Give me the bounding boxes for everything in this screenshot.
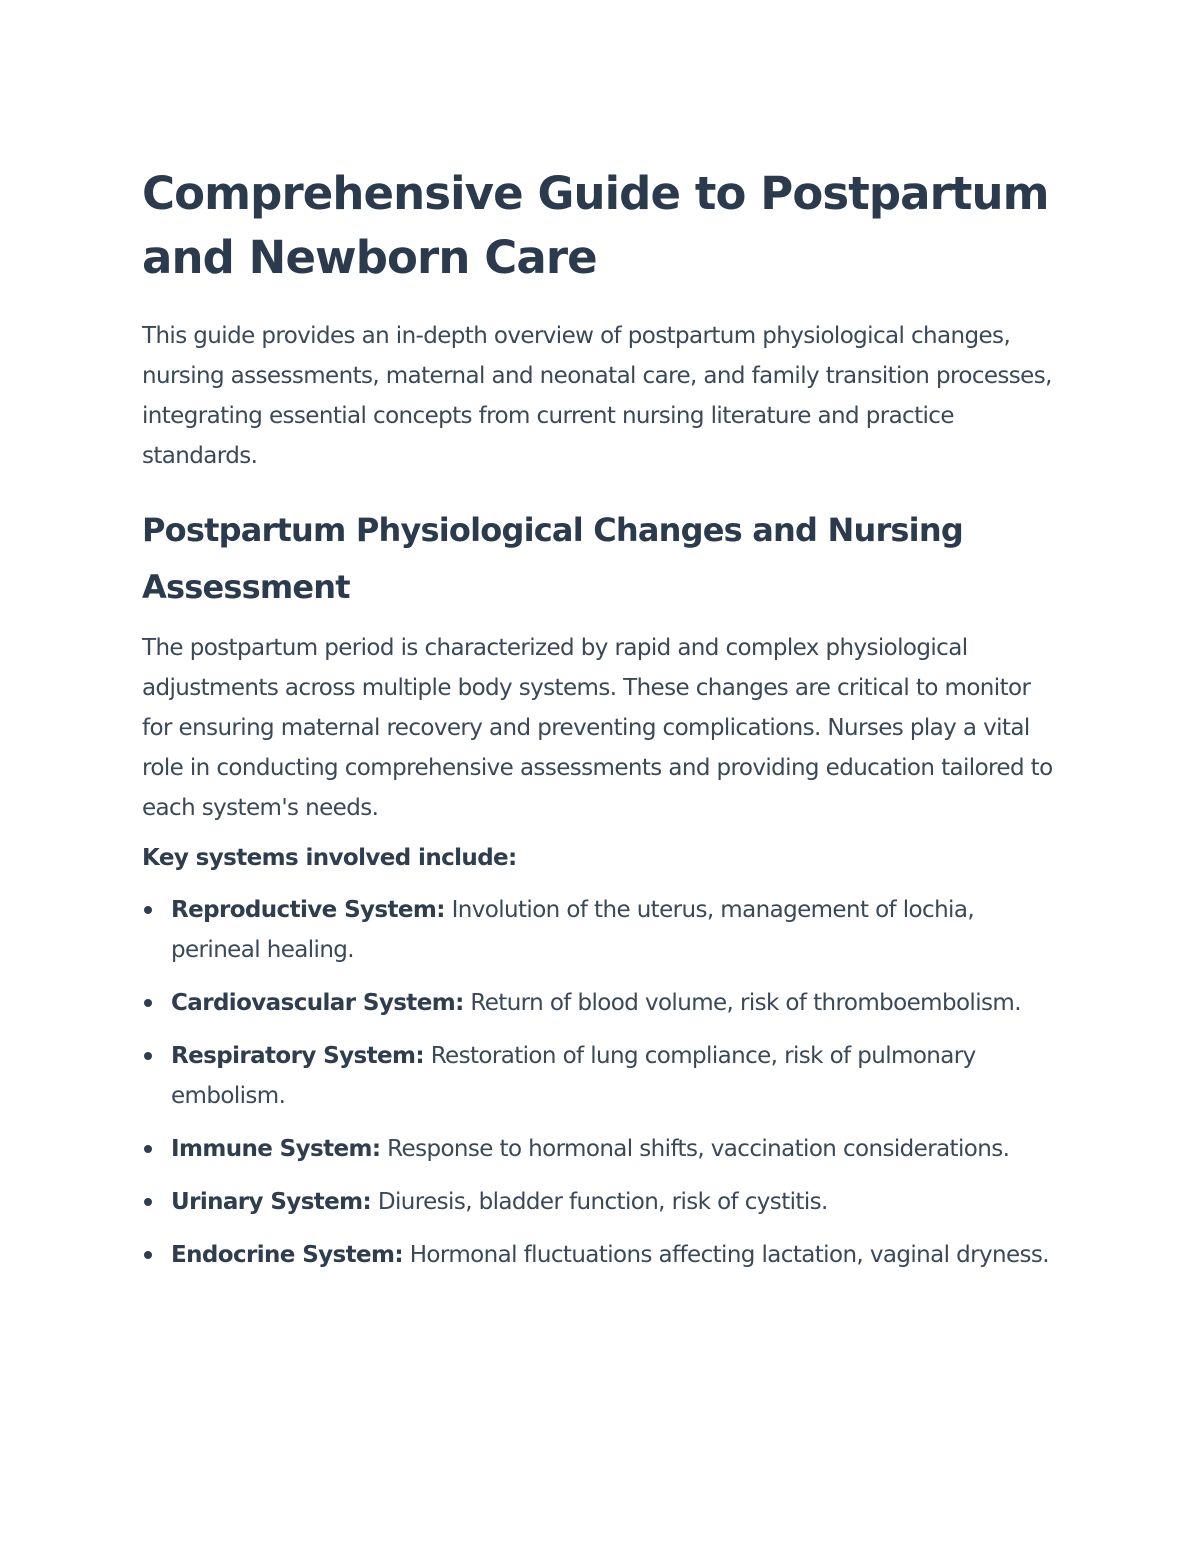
bullet-icon — [144, 1198, 152, 1206]
bullet-icon — [144, 1052, 152, 1060]
bullet-icon — [144, 1251, 152, 1259]
bullet-icon — [144, 1145, 152, 1153]
list-item-respiratory — [142, 1036, 1057, 1116]
system-description: Diuresis, bladder function, risk of cystitis. — [377, 1189, 828, 1215]
list-item-urinary — [142, 1182, 1057, 1222]
system-description: Return of blood volume, risk of thromboembolism. — [470, 990, 1021, 1016]
list-item-immune — [142, 1129, 1057, 1169]
section-paragraph: The postpartum period is characterized by rapid and complex physiological adjustments across multiple body systems. These changes are critical to monitor for ensuring maternal recovery and preventing complications. Nurses play a vital role in conducting comprehensive assessments and providing education tailored to each system's needs. — [142, 635, 1053, 821]
document-page — [142, 162, 1057, 1288]
list-item-cardiovascular — [142, 983, 1057, 1023]
system-name: Urinary System: — [171, 1189, 372, 1215]
system-description: Involution of the uterus, management of lochia, perineal healing. — [171, 897, 975, 963]
system-name: Endocrine System: — [171, 1242, 403, 1268]
intro-paragraph: This guide provides an in-depth overview of postpartum physiological changes, nursing assessments, maternal and neonatal care, and family transition processes, integrating essential concepts from current nursing literature and practice standards. — [142, 323, 1052, 469]
system-name: Cardiovascular System: — [171, 990, 464, 1016]
system-description: Response to hormonal shifts, vaccination considerations. — [387, 1136, 1010, 1162]
key-systems-label: Key systems involved include: — [142, 845, 517, 871]
list-item-endocrine — [142, 1235, 1057, 1275]
bullet-icon — [144, 906, 152, 914]
list-item-reproductive — [142, 890, 1057, 970]
system-description: Restoration of lung compliance, risk of pulmonary embolism. — [171, 1043, 976, 1109]
system-name: Respiratory System: — [171, 1043, 424, 1069]
system-name: Immune System: — [171, 1136, 381, 1162]
section-heading: Postpartum Physiological Changes and Nursing Assessment — [142, 511, 963, 606]
systems-list — [142, 890, 1057, 1275]
system-description: Hormonal fluctuations affecting lactation, vaginal dryness. — [409, 1242, 1049, 1268]
system-name: Reproductive System: — [171, 897, 445, 923]
document-title: Comprehensive Guide to Postpartum and Newborn Care — [142, 167, 1049, 284]
bullet-icon — [144, 999, 152, 1007]
